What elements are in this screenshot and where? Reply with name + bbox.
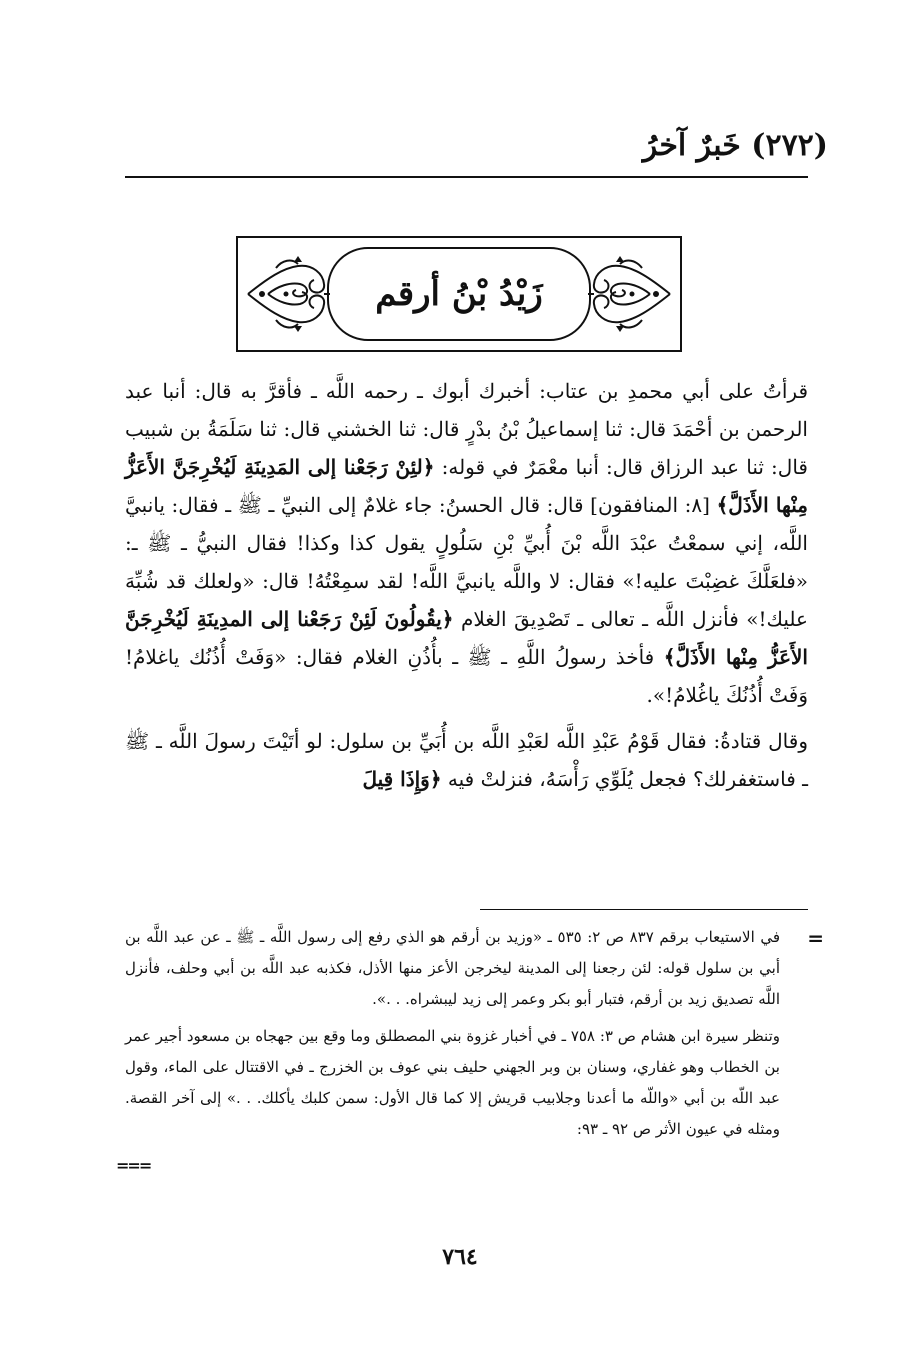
footnote-paragraph: وتنظر سيرة ابن هشام ص ٣: ٧٥٨ ـ في أخبار غزوة بني المصطلق وما وقع بين جهجاه بن مسعود أجير عمر بن الخطاب وهو غفاري، وسنان بن وبر الجهني حليف بني عوف بن الخزرج ـ في الاقتتال على الماء، وقول عبد اللّه بن أبي «واللّه ما أعدنا وجلابيب قريش إلا كما قال الأول: سمن كلبك يأكلك. . .» إلى آخر القصة. ومثله في عيون الأثر ص ٩٢ ـ ٩٣: bbox=[125, 1027, 780, 1138]
text-run: قرأتُ على أبي محمدِ بن عتاب: أخبرك أبوك ـ رحمه اللَّه ـ فأقرَّ به قال: أنبا عبد الرحمن بن أحْمَدَ قال: ثنا إسماعيلُ بْنُ بدْرٍ قال: ثنا الخشني قال: ثنا سَلَمَةُ بن شبيب قال: ثنا عبد الرزاق قال: أنبا معْمَرٌ في قوله: bbox=[125, 379, 808, 479]
header-divider bbox=[125, 176, 808, 178]
quran-quote: ﴿لئِنْ رَجَعْنا إلى المَدِينَةِ لَيُخْرِجَنَّ الأَعَزُّ مِنْها الأَذَلَّ﴾ bbox=[125, 455, 808, 517]
footnote-divider bbox=[480, 909, 808, 910]
chapter-heading: (٢٧٢) خَبرٌ آخرُ bbox=[642, 128, 828, 163]
footnotes bbox=[125, 922, 780, 1145]
title-cartouche bbox=[236, 236, 682, 352]
paragraph-qatada bbox=[125, 722, 808, 798]
footnote-continuation-mark: = bbox=[807, 926, 824, 950]
main-text bbox=[125, 372, 808, 798]
section-title: زَيْدُ بْنُ أرقم bbox=[375, 274, 543, 314]
text-run: [٨: المنافقون] قال: قال الحسنُ: جاء غلامٌ إلى النبيِّ ـ ﷺ ـ فقال: يانبيَّ اللَّه، إني سمعْتُ عبْدَ اللَّه بْنَ أُبيِّ بْنِ سَلُولٍ يقول كذا وكذا! فقال النبيُّ ـ ﷺ ـ: «فلعَلَّكَ غضِبْتَ عليه!» فقال: لا واللَّه يانبيَّ اللَّه! لقد سمِعْتُهُ! قال: «ولعلك قد شُبِّهَ عليك!» فأنزل اللَّه ـ تعالى ـ تَصْدِيقَ الغلام bbox=[125, 493, 808, 631]
quran-quote: ﴿يقُولُونَ لَئِنْ رَجَعْنا إلى المدِينَةِ لَيُخْرِجَنَّ الأَعَزُّ مِنْها الأَذَلَّ﴾ bbox=[125, 607, 808, 669]
text-run: وقال قتادةُ: فقال قَوْمُ عَبْدِ اللَّه لعَبْدِ اللَّه بن أُبَيِّ بن سلول: لو أتَيْتَ رسولَ اللَّه ـ ﷺ ـ فاستغفرلك؟ فجعل يُلَوِّي رَأْسَهُ، فنزلتْ فيه bbox=[125, 729, 808, 791]
text-run: فأخذ رسولُ اللَّهِ ـ ﷺ ـ بأُذُنِ الغلام فقال: «وَفَتْ أُذُنُك ياغلامُ! وَفَتْ أُذُنُكَ ياغُلامُ!». bbox=[125, 645, 808, 707]
paragraph-hadith bbox=[125, 372, 808, 714]
footnote-paragraph: في الاستيعاب برقم ٨٣٧ ص ٢: ٥٣٥ ـ «وزيد بن أرقم هو الذي رفع إلى رسول اللَّه ـ ﷺ ـ عن عبد اللَّه بن أبي بن سلول قوله: لئن رجعنا إلى المدينة ليخرجن الأعز منها الأذل، فكذبه عبد اللَّه بن أبي وحلف، فأنزل اللَّه تصديق زيد بن أرقم، فتبار أبو بكر وعمر إلى زيد ليبشراه. . .». bbox=[125, 928, 780, 1008]
quran-quote: ﴿وَإِذَا قِيلَ bbox=[362, 767, 442, 791]
footnote-continuation-end-mark: === bbox=[116, 1156, 151, 1175]
page-number: ٧٦٤ bbox=[442, 1244, 478, 1270]
